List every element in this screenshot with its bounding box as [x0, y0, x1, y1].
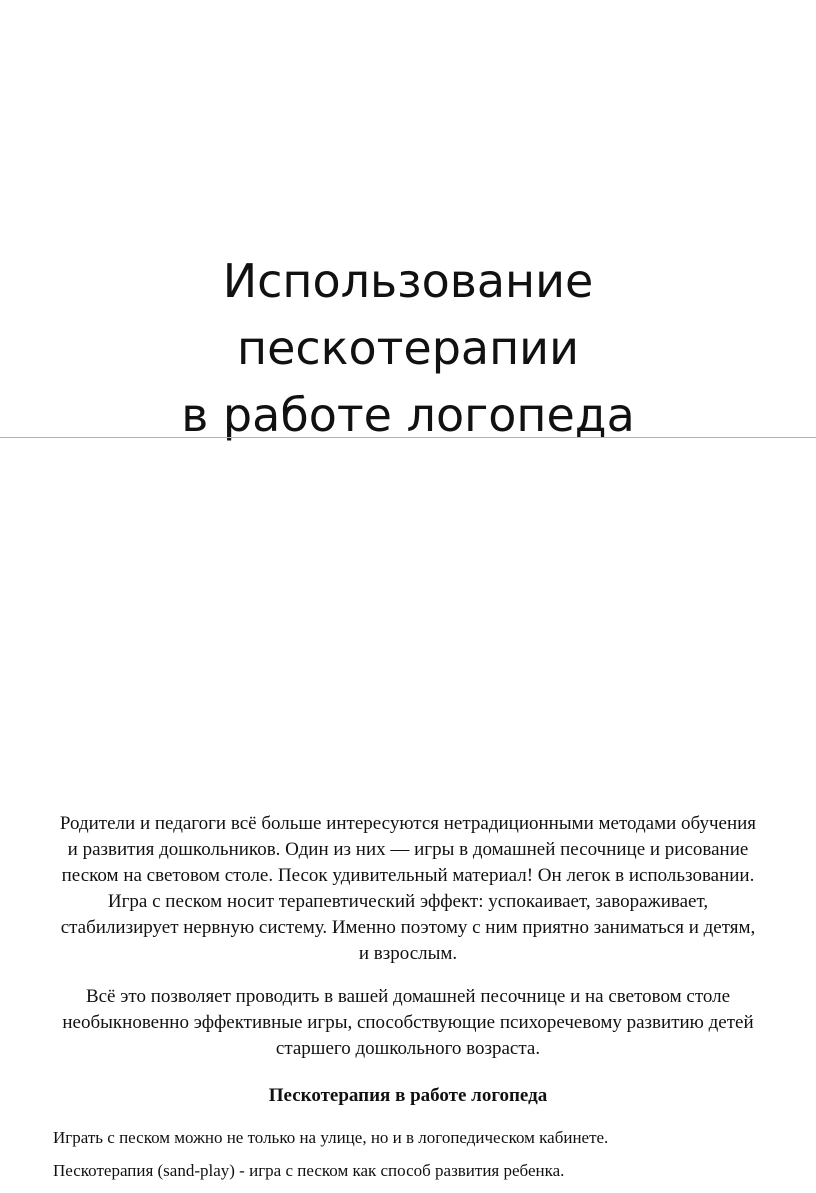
intro-line-4: Игра с песком носит терапевтический эффект: успокаивает, завораживает, [107, 891, 709, 912]
second-line-1: Всё это позволяет проводить в вашей домашней песочнице и на световом столе [85, 986, 731, 1007]
body-line-1: Играть с песком можно не только на улице, но и в логопедическом кабинете. [53, 1128, 609, 1147]
title-divider [0, 437, 816, 438]
title-line-1: Использование [222, 254, 594, 308]
body-line-2: Пескотерапия (sand-play) - игра с песком как способ развития ребенка. [53, 1161, 565, 1180]
intro-line-3: песком на световом столе. Песок удивительный материал! Он легок в использовании. [61, 865, 755, 886]
title-line-2: пескотерапии [237, 321, 579, 375]
section-subheading: Пескотерапия в работе логопеда [268, 1085, 548, 1106]
intro-line-2: и развития дошкольников. Один из них — игры в домашней песочнице и рисование [67, 839, 749, 860]
intro-line-5: стабилизирует нервную систему. Именно поэтому с ним приятно заниматься и детям, [60, 917, 756, 938]
second-line-3: старшего дошкольного возраста. [275, 1038, 541, 1059]
intro-line-6: и взрослым. [358, 943, 458, 964]
second-line-2: необыкновенно эффективные игры, способствующие психоречевому развитию детей [62, 1012, 754, 1033]
intro-paragraph [0, 811, 816, 967]
document-title [0, 248, 816, 449]
title-line-3: в работе логопеда [181, 388, 635, 442]
intro-line-1: Родители и педагоги всё больше интересуются нетрадиционными методами обучения [59, 813, 757, 834]
second-paragraph [0, 984, 816, 1062]
